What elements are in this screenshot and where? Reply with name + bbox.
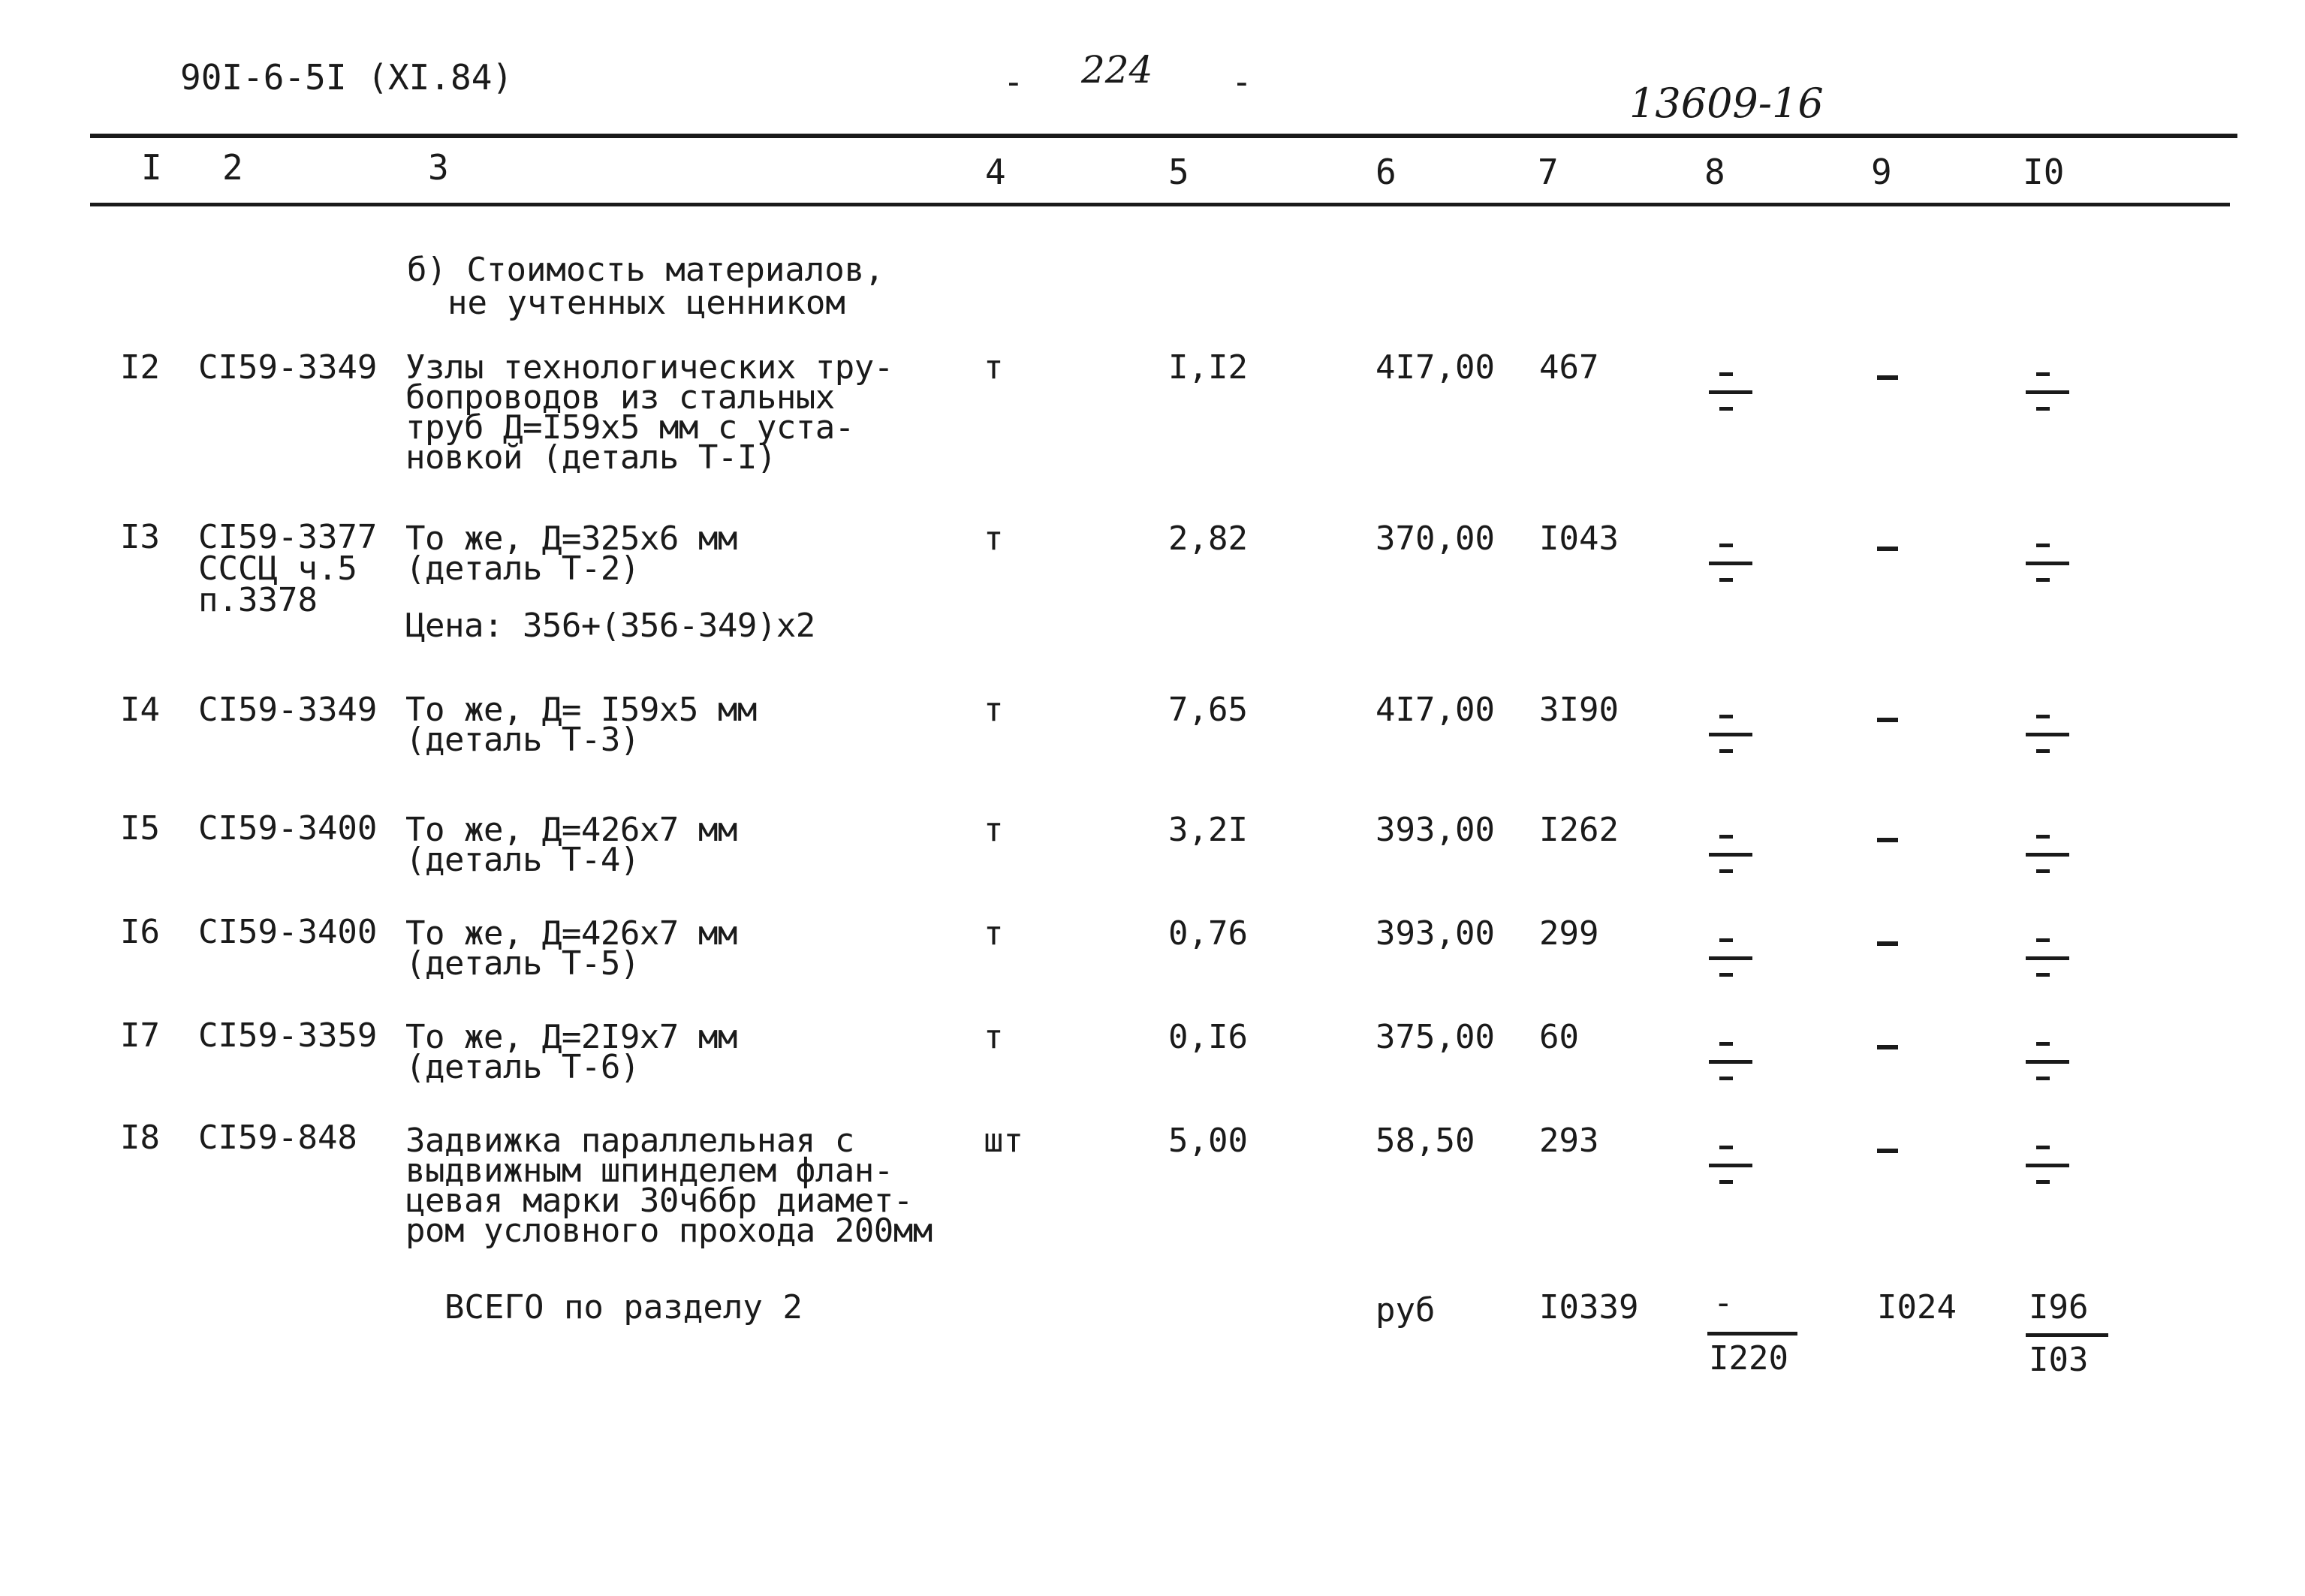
column-10-fraction: [2026, 1146, 2071, 1188]
unit-price: 393,00: [1375, 914, 1495, 953]
unit-price: 4I7,00: [1375, 691, 1495, 729]
price-code: CI59-3349: [198, 348, 378, 387]
row-number: I6: [120, 913, 160, 951]
column-8-fraction: [1709, 544, 1754, 586]
unit-price: 58,50: [1375, 1122, 1475, 1160]
description-line: То же, Д=426x7 мм: [405, 811, 737, 849]
table-header-rule: [90, 203, 2230, 206]
quantity: 2,82: [1168, 519, 1248, 558]
column-header-7: 7: [1538, 152, 1559, 192]
column-9-dash: [1877, 375, 1898, 380]
unit: т: [984, 519, 1004, 558]
description-line: (деталь T-3): [405, 721, 640, 759]
column-8-fraction: [1709, 1042, 1754, 1084]
column-8-fraction: [1709, 715, 1754, 757]
column-8-fraction: [1709, 835, 1754, 877]
document-code: 90I-6-5I (XI.84): [180, 57, 514, 98]
quantity: 0,I6: [1168, 1018, 1248, 1056]
description-line: (деталь T-2): [405, 550, 640, 588]
unit-price: 370,00: [1375, 519, 1495, 558]
description-line: (деталь T-5): [405, 944, 640, 983]
archive-number: 13609-16: [1629, 80, 1824, 127]
description-line: труб Д=I59x5 мм с уста-: [405, 408, 854, 447]
row-number: I2: [120, 348, 160, 387]
row-number: I5: [120, 809, 160, 848]
column-10-total-top: I96: [2029, 1288, 2089, 1326]
column-9-dash: [1877, 718, 1898, 722]
column-10-fraction: [2026, 715, 2071, 757]
section-title-line-2: не учтенных ценником: [447, 284, 845, 322]
page-dash-right: -: [1231, 62, 1252, 102]
total-cost: I262: [1539, 811, 1619, 849]
quantity: 7,65: [1168, 691, 1248, 729]
total-cost: 467: [1539, 348, 1599, 387]
column-header-9: 9: [1871, 152, 1892, 192]
row-number: I3: [120, 518, 160, 556]
column-10-fraction: [2026, 372, 2071, 414]
description-line: цевая марки 30ч6бр диамет-: [405, 1182, 913, 1220]
unit-price: 393,00: [1375, 811, 1495, 849]
column-8-total-bottom: I220: [1709, 1339, 1788, 1378]
row-number: I8: [120, 1119, 160, 1157]
unit: шт: [984, 1122, 1023, 1160]
unit-price: 4I7,00: [1375, 348, 1495, 387]
column-header-4: 4: [985, 152, 1006, 192]
quantity: 0,76: [1168, 914, 1248, 953]
price-code: CI59-3377: [198, 518, 378, 556]
column-9-dash: [1877, 838, 1898, 842]
unit: т: [984, 348, 1004, 387]
total-cost: 299: [1539, 914, 1599, 953]
column-header-5: 5: [1168, 152, 1189, 192]
price-note: Цена: 356+(356-349)x2: [405, 607, 815, 645]
price-code: CI59-3349: [198, 691, 378, 729]
quantity: 3,2I: [1168, 811, 1248, 849]
description-line: То же, Д=426x7 мм: [405, 914, 737, 953]
column-header-1: I: [141, 147, 162, 188]
column-header-10: I0: [2023, 152, 2065, 192]
total-cost: 3I90: [1539, 691, 1619, 729]
price-code: CI59-848: [198, 1119, 357, 1157]
unit: т: [984, 1018, 1004, 1056]
quantity: I,I2: [1168, 348, 1248, 387]
description-line: (деталь T-6): [405, 1048, 640, 1086]
column-9-total: I024: [1877, 1288, 1957, 1326]
column-10-fraction: [2026, 835, 2071, 877]
section-title-line-1: б) Стоимость материалов,: [407, 251, 884, 289]
price-code: CI59-3400: [198, 809, 378, 848]
description-line: То же, Д=325x6 мм: [405, 519, 737, 558]
column-9-dash: [1877, 1045, 1898, 1049]
total-unit: руб: [1375, 1291, 1436, 1329]
column-header-3: 3: [428, 147, 449, 188]
price-code-line: СССЦ ч.5: [198, 550, 357, 588]
column-header-6: 6: [1375, 152, 1397, 192]
column-8-total-rule: [1707, 1332, 1797, 1336]
column-9-dash: [1877, 547, 1898, 551]
description-line: То же, Д= I59x5 мм: [405, 691, 757, 729]
unit: т: [984, 811, 1004, 849]
unit: т: [984, 914, 1004, 953]
column-8-fraction: [1709, 372, 1754, 414]
price-code: CI59-3400: [198, 913, 378, 951]
total-cost: 293: [1539, 1122, 1599, 1160]
column-9-dash: [1877, 1149, 1898, 1153]
unit-price: 375,00: [1375, 1018, 1495, 1056]
column-10-fraction: [2026, 1042, 2071, 1084]
page-number: 224: [1081, 48, 1153, 92]
column-10-total-bottom: I03: [2029, 1341, 2089, 1379]
description-line: Узлы технологических тру-: [405, 348, 893, 387]
page-dash-left: -: [1003, 62, 1024, 102]
total-label: ВСЕГО по разделу 2: [444, 1288, 803, 1326]
column-10-fraction: [2026, 938, 2071, 980]
total-cost: 60: [1539, 1018, 1579, 1056]
price-code: CI59-3359: [198, 1016, 378, 1055]
quantity: 5,00: [1168, 1122, 1248, 1160]
grand-total: I0339: [1539, 1288, 1639, 1326]
column-8-fraction: [1709, 938, 1754, 980]
column-header-8: 8: [1704, 152, 1725, 192]
description-line: (деталь T-4): [405, 841, 640, 879]
column-10-total-rule: [2026, 1333, 2108, 1337]
description-line: ром условного прохода 200мм: [405, 1212, 933, 1250]
row-number: I7: [120, 1016, 160, 1055]
description-line: Задвижка параллельная с: [405, 1122, 854, 1160]
description-line: бопроводов из стальных: [405, 378, 835, 417]
description-line: То же, Д=2I9x7 мм: [405, 1018, 737, 1056]
unit: т: [984, 691, 1004, 729]
column-10-fraction: [2026, 544, 2071, 586]
total-cost: I043: [1539, 519, 1619, 558]
price-code-line: п.3378: [198, 581, 318, 619]
column-header-2: 2: [222, 147, 243, 188]
column-9-dash: [1877, 941, 1898, 946]
column-8-fraction: [1709, 1146, 1754, 1188]
column-8-total-top: -: [1713, 1284, 1734, 1322]
table-top-rule: [90, 134, 2237, 138]
description-line: новкой (деталь T-I): [405, 438, 776, 477]
description-line: выдвижным шпинделем флан-: [405, 1152, 893, 1190]
row-number: I4: [120, 691, 160, 729]
